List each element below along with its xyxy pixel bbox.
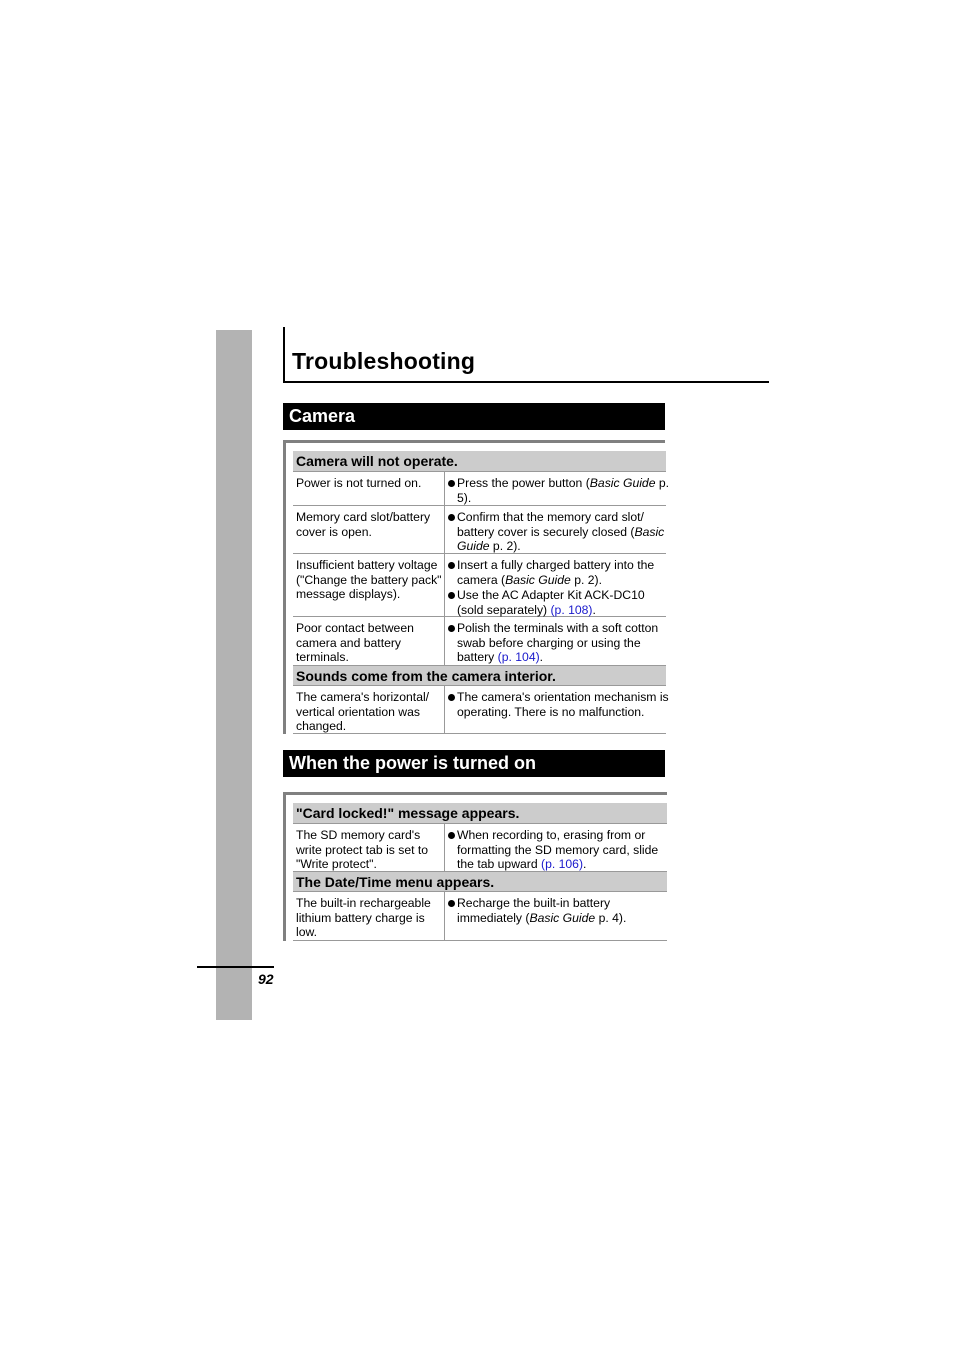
- table-row: [293, 554, 666, 617]
- column-divider: [444, 824, 445, 871]
- group-title: Camera will not operate.: [293, 451, 666, 472]
- column-divider: [444, 506, 445, 553]
- group-title: The Date/Time menu appears.: [293, 872, 667, 892]
- solution-bullet: Confirm that the memory card slot/ battery cover is securely closed (Basic Guide p. 2).: [448, 510, 670, 554]
- solution-bullet: When recording to, erasing from or formatting the SD memory card, slide the tab upward (p. 106).: [448, 828, 670, 872]
- cause-cell: The built-in rechargeable lithium battery charge is low.: [296, 896, 431, 939]
- table-row: [293, 892, 667, 941]
- solution-cell: [448, 476, 670, 505]
- group-title: "Card locked!" message appears.: [293, 803, 667, 824]
- solution-bullet: The camera's orientation mechanism is operating. There is no malfunction.: [448, 690, 670, 719]
- cause-cell: Insufficient battery voltage ("Change the battery pack" message displays).: [296, 558, 442, 601]
- table-row: [293, 506, 666, 554]
- cause-cell: The SD memory card's write protect tab is set to "Write protect".: [296, 828, 429, 871]
- section-heading-camera: Camera: [283, 403, 665, 430]
- column-divider: [444, 617, 445, 665]
- cause-cell: The camera's horizontal/ vertical orientation was changed.: [296, 690, 430, 733]
- table-row: [293, 617, 666, 666]
- solution-bullet: Press the power button (Basic Guide p. 5).: [448, 476, 670, 505]
- footer-rule: [197, 966, 274, 968]
- page-number: 92: [258, 971, 274, 987]
- table-frame-top: [283, 792, 667, 795]
- solution-bullet: Recharge the built-in battery immediately (Basic Guide p. 4).: [448, 896, 670, 925]
- page-title: Troubleshooting: [292, 348, 476, 374]
- solution-cell: [448, 621, 670, 665]
- section-heading-power-on: When the power is turned on: [283, 750, 665, 777]
- cause-cell: Power is not turned on.: [296, 476, 422, 490]
- table-row: [293, 472, 670, 506]
- title-vertical-rule: [283, 327, 285, 383]
- group-title: Sounds come from the camera interior.: [293, 666, 666, 686]
- table-row: [293, 686, 669, 734]
- side-thumb-tab: [216, 330, 252, 1020]
- column-divider: [444, 892, 445, 940]
- solution-bullet: Insert a fully charged battery into the camera (Basic Guide p. 2).: [448, 558, 670, 587]
- column-divider: [444, 554, 445, 616]
- page-reference-link[interactable]: (p. 108): [550, 602, 593, 617]
- solution-cell: [448, 690, 670, 719]
- column-divider: [444, 686, 445, 733]
- table-frame-top: [283, 440, 665, 443]
- solution-cell: [448, 510, 670, 554]
- title-horizontal-rule: [283, 381, 769, 383]
- solution-bullet: Use the AC Adapter Kit ACK-DC10 (sold separately) (p. 108).: [448, 588, 670, 617]
- table-row: [293, 824, 667, 872]
- column-divider: [444, 472, 445, 505]
- solution-cell: [448, 828, 670, 872]
- cause-cell: Memory card slot/battery cover is open.: [296, 510, 431, 539]
- solution-bullet: Polish the terminals with a soft cotton swab before charging or using the battery (p. 104).: [448, 621, 670, 665]
- table-frame-left: [283, 792, 286, 941]
- solution-cell: [448, 558, 670, 617]
- cause-cell: Poor contact between camera and battery terminals.: [296, 621, 414, 664]
- table-frame-left: [283, 440, 286, 734]
- page-reference-link[interactable]: (p. 104): [497, 650, 540, 664]
- page-reference-link[interactable]: (p. 106): [541, 857, 584, 871]
- solution-cell: [448, 896, 670, 925]
